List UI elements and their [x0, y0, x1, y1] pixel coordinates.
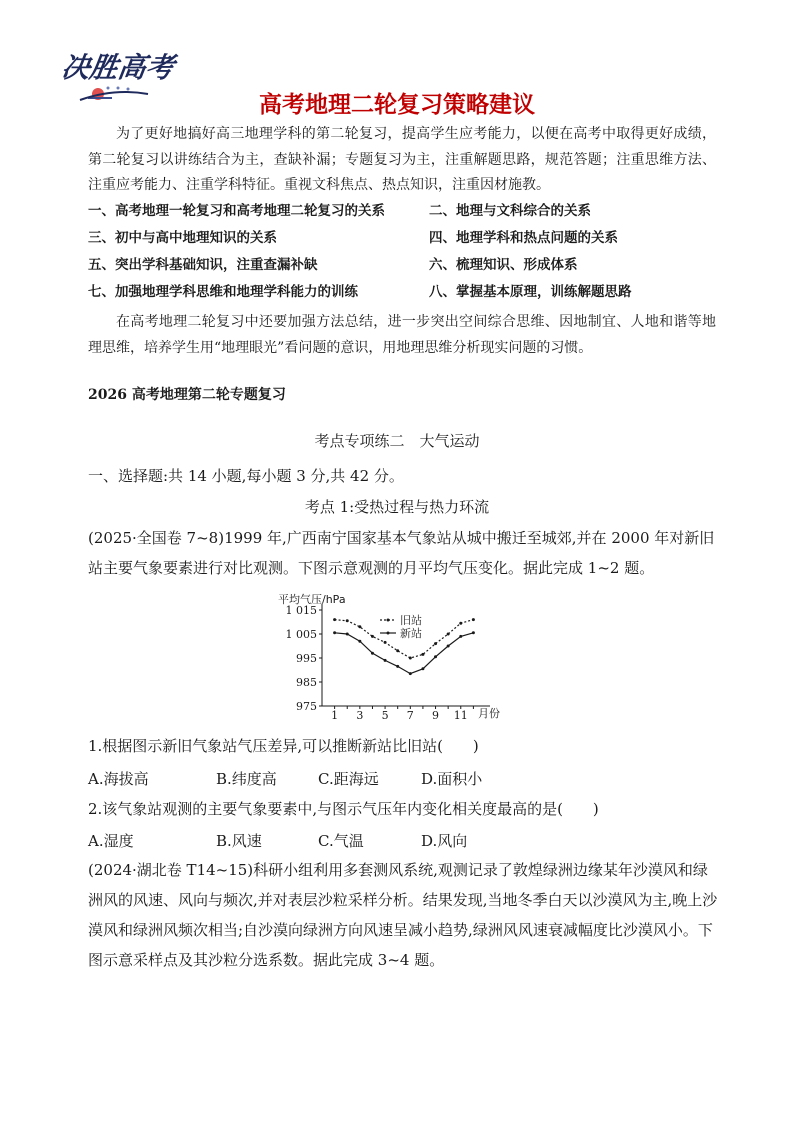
- pressure-chart: [268, 590, 520, 724]
- question-1-stem: 1.根据图示新旧气象站气压差异,可以推断新站比旧站( ): [88, 737, 479, 755]
- x-tick-label: 11: [453, 709, 468, 722]
- legend-marker: [387, 632, 390, 635]
- y-tick-label: 975: [296, 700, 317, 713]
- y-axis-label: 平均气压/hPa: [278, 593, 346, 606]
- topic-item: 五、突出学科基础知识，注重查漏补缺: [88, 257, 318, 273]
- question-2-stem: 2.该气象站观测的主要气象要素中,与图示气压年内变化相关度最高的是( ): [88, 800, 599, 818]
- data-point: [421, 667, 424, 670]
- x-tick-label: 3: [356, 709, 364, 722]
- topic-point: 考点 1:受热过程与热力环流: [304, 498, 490, 516]
- page-title: 高考地理二轮复习策略建议: [259, 92, 535, 118]
- option-d[interactable]: D.面积小: [421, 770, 483, 788]
- data-point: [409, 657, 412, 660]
- data-point: [384, 641, 387, 644]
- data-point: [333, 618, 336, 621]
- x-tick-label: 1: [331, 709, 339, 722]
- material-paragraph: (2025·全国卷 7~8)1999 年,广西南宁国家基本气象站从城中搬迁至城郊,并在 2000 年对新旧站主要气象要素进行对比观测。下图示意观测的月平均气压变化。据此完成 1~2 题。: [88, 529, 715, 577]
- topic-item: 一、高考地理一轮复习和高考地理二轮复习的关系: [88, 203, 385, 219]
- topic-item: 八、掌握基本原理，训练解题思路: [429, 284, 632, 300]
- option-c[interactable]: C.气温: [318, 832, 364, 850]
- topic-row: [88, 280, 718, 307]
- data-point: [333, 631, 336, 634]
- data-point: [434, 655, 437, 658]
- material-paragraph: (2024·湖北卷 T14~15)科研小组利用多套测风系统,观测记录了敦煌绿洲边缘某年沙漠风和绿洲风的风速、风向与频次,并对表层沙粒采样分析。结果发现,当地冬季白天以沙漠风为主,晚上沙漠风和绿洲风频次相当;自沙漠向绿洲方向风速呈减小趋势,绿洲风风速衰减幅度比沙漠风小。下图示意采样点及其沙粒分选系数。据此完成 3~4 题。: [88, 861, 718, 969]
- topic-item: 六、梳理知识、形成体系: [429, 257, 578, 273]
- topic-list: [88, 199, 718, 307]
- intro-paragraph: 为了更好地搞好高三地理学科的第二轮复习，提高学生应考能力，以便在高考中取得更好成绩，第二轮复习以讲练结合为主，查缺补漏；专题复习为主，注重解题思路，规范答题；注重思维方法、注重应考能力、注重学科特征。重视文科焦点、热点知识，注重因材施教。: [88, 126, 716, 193]
- data-point: [396, 665, 399, 668]
- data-point: [447, 633, 450, 636]
- data-point: [346, 619, 349, 622]
- topic-item: 七、加强地理学科思维和地理学科能力的训练: [88, 284, 358, 300]
- data-point: [447, 645, 450, 648]
- summary-paragraph: 在高考地理二轮复习中还要加强方法总结，进一步突出空间综合思维、因地制宜、人地和谐等地理思维，培养学生用“地理眼光”看问题的意识，用地理思维分析现实问题的习惯。: [88, 314, 716, 356]
- topic-row: [88, 226, 718, 253]
- data-point: [371, 635, 374, 638]
- topic-item: 四、地理学科和热点问题的关系: [429, 230, 618, 246]
- y-tick-label: 995: [296, 652, 317, 665]
- topic-item: 三、初中与高中地理知识的关系: [88, 230, 277, 246]
- topic-row: [88, 253, 718, 280]
- data-point: [459, 622, 462, 625]
- data-point: [384, 659, 387, 662]
- option-d[interactable]: D.风向: [421, 832, 468, 850]
- option-b[interactable]: B.风速: [216, 832, 262, 850]
- x-tick-label: 5: [381, 709, 389, 722]
- section-heading: 2026 高考地理第二轮专题复习: [88, 387, 286, 403]
- topic-row: [88, 199, 718, 226]
- legend-label: 旧站: [400, 614, 422, 627]
- data-point: [459, 635, 462, 638]
- data-point: [346, 633, 349, 636]
- option-a[interactable]: A.海拔高: [88, 770, 149, 788]
- data-point: [421, 653, 424, 656]
- y-tick-label: 1 005: [285, 628, 317, 641]
- y-tick-label: 1 015: [285, 604, 317, 617]
- data-point: [371, 652, 374, 655]
- option-c[interactable]: C.距海远: [318, 770, 379, 788]
- unit-title: 考点专项练二 大气运动: [314, 432, 480, 450]
- data-point: [396, 649, 399, 652]
- data-point: [472, 618, 475, 621]
- part-heading: 一、选择题:共 14 小题,每小题 3 分,共 42 分。: [88, 467, 404, 485]
- data-point: [358, 625, 361, 628]
- data-point: [472, 631, 475, 634]
- data-point: [358, 640, 361, 643]
- y-tick-label: 985: [296, 676, 317, 689]
- x-axis-label: 月份: [478, 707, 500, 720]
- option-a[interactable]: A.湿度: [88, 832, 134, 850]
- x-tick-label: 7: [406, 709, 414, 722]
- topic-item: 二、地理与文科综合的关系: [429, 203, 591, 219]
- x-tick-label: 9: [432, 709, 440, 722]
- legend-label: 新站: [400, 627, 422, 640]
- legend-marker: [387, 619, 390, 622]
- data-point: [434, 642, 437, 645]
- data-point: [409, 672, 412, 675]
- option-b[interactable]: B.纬度高: [216, 770, 277, 788]
- logo-text: 决胜高考: [59, 51, 177, 84]
